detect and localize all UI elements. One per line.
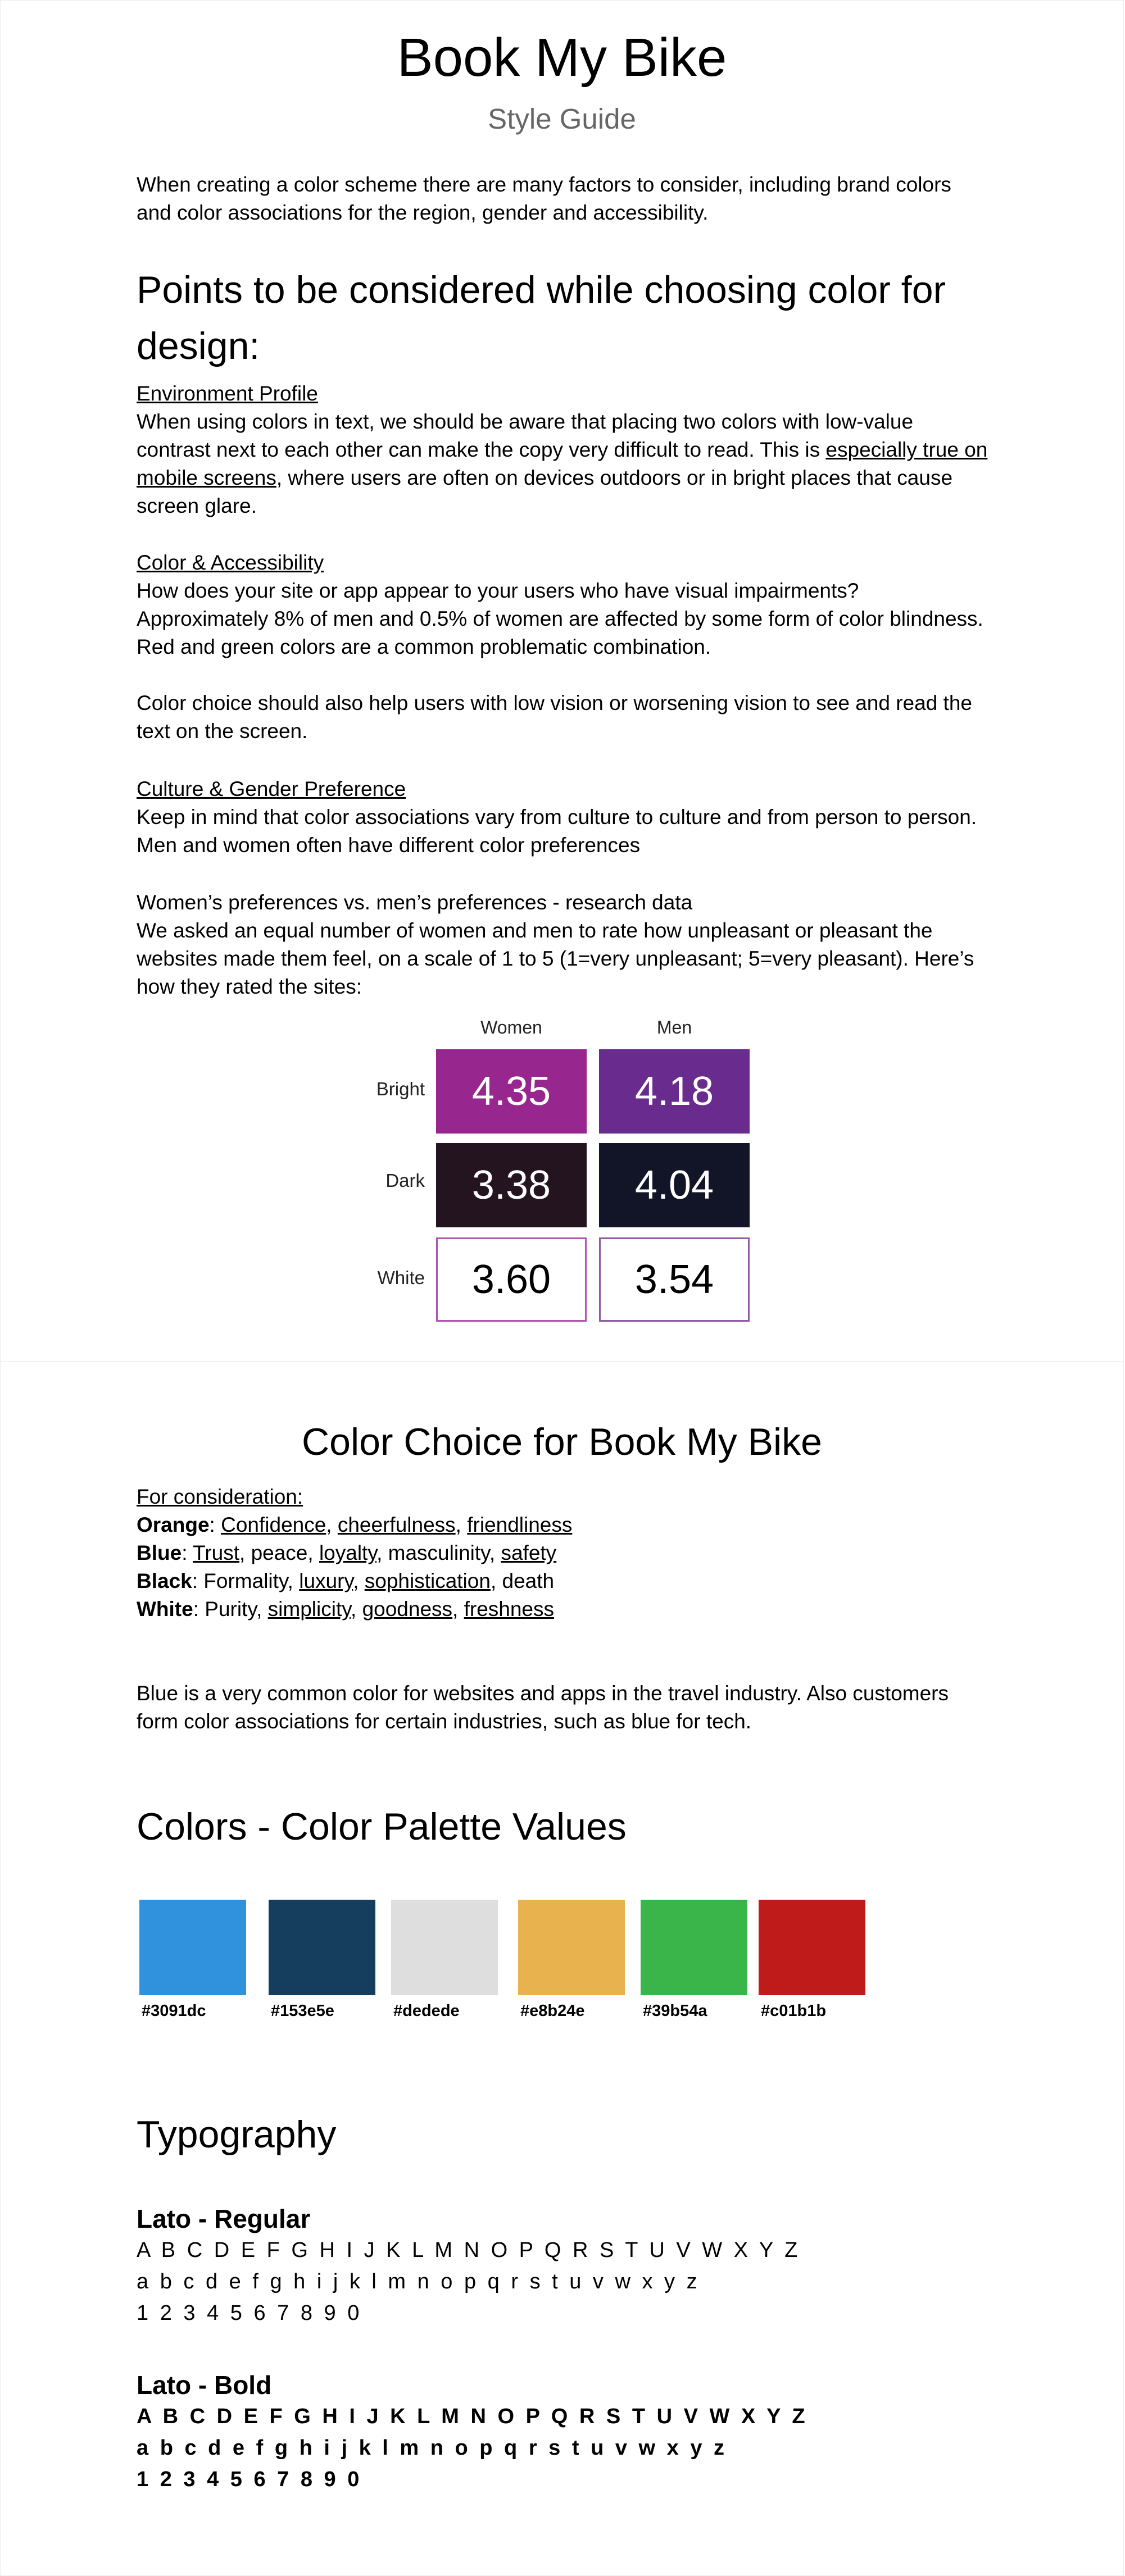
- association-text: ,: [351, 1598, 362, 1621]
- typeface-regular-lowercase: a b c d e f g h i j k l m n o p q r s t u v w x y z: [137, 2270, 700, 2293]
- points-heading: [137, 262, 946, 374]
- association-link[interactable]: friendliness: [467, 1513, 573, 1536]
- typeface-bold-digits: 1 2 3 4 5 6 7 8 9 0: [137, 2468, 362, 2491]
- mobile-screens-link[interactable]: mobile screens: [137, 466, 276, 489]
- environment-text: contrast next to each other can make the copy very difficult to read. This is: [137, 438, 826, 461]
- consideration-row: Blue: Trust, peace, loyalty, masculinity, safety: [137, 1541, 557, 1564]
- color-swatch: [641, 1900, 747, 1995]
- intro-line: and color associations for the region, gender and accessibility.: [137, 201, 709, 224]
- color-swatch: [518, 1900, 625, 1995]
- accessibility-heading: Color & Accessibility: [137, 551, 324, 574]
- association-text: ,: [452, 1598, 464, 1621]
- association-text: , peace,: [239, 1541, 319, 1564]
- association-link[interactable]: Confidence: [221, 1513, 326, 1536]
- culture-line: Keep in mind that color associations vary from culture to culture and from person to person.: [137, 805, 977, 829]
- rating-cell-white-women: 3.60: [436, 1237, 587, 1322]
- consideration-list: [137, 1483, 572, 1623]
- association-link[interactable]: loyalty: [319, 1541, 377, 1564]
- rating-cell-bright-men: 4.18: [599, 1049, 750, 1134]
- typeface-bold-lowercase: a b c d e f g h i j k l m n o p q r s t u v w x y z: [137, 2436, 728, 2460]
- typography-heading: Typography: [137, 2113, 337, 2156]
- blue-note: [137, 1680, 949, 1736]
- rating-cell-dark-men: 4.04: [599, 1143, 750, 1227]
- color-name: Blue: [137, 1541, 182, 1564]
- color-name: Black: [137, 1569, 192, 1592]
- row-label-bright: Bright: [376, 1078, 425, 1099]
- association-text: ,: [326, 1513, 338, 1536]
- culture-heading: Culture & Gender Preference: [137, 777, 406, 800]
- association-text: Formality,: [203, 1569, 300, 1592]
- rating-cell-bright-women: 4.35: [436, 1049, 587, 1134]
- color-hex-label: #dedede: [393, 2002, 460, 2020]
- especially-true-link[interactable]: especially true on: [825, 438, 988, 461]
- color-swatch: [391, 1900, 498, 1995]
- typeface-bold-title: Lato - Bold: [137, 2370, 272, 2400]
- color-swatch: [759, 1900, 865, 1995]
- typeface-regular: [137, 2203, 800, 2329]
- blue-note-line: Blue is a very common color for websites and apps in the travel industry. Also customers: [137, 1682, 949, 1705]
- points-heading-line: design:: [137, 325, 260, 367]
- document-title: Book My Bike: [397, 28, 727, 88]
- environment-section: [137, 380, 987, 520]
- color-hex-label: #153e5e: [271, 2002, 334, 2020]
- points-heading-line: Points to be considered while choosing color for: [137, 268, 946, 311]
- accessibility-section: [137, 549, 983, 745]
- association-text: ,: [353, 1569, 365, 1592]
- intro-paragraph: [137, 171, 951, 227]
- association-link[interactable]: simplicity: [267, 1598, 351, 1621]
- association-link[interactable]: luxury: [299, 1569, 353, 1592]
- research-section: [137, 889, 974, 1001]
- consideration-heading: For consideration:: [137, 1485, 303, 1508]
- association-link[interactable]: cheerfulness: [337, 1513, 456, 1536]
- association-link[interactable]: sophistication: [364, 1569, 491, 1592]
- culture-section: [137, 775, 977, 859]
- column-header-men: Men: [656, 1017, 692, 1037]
- column-header-women: Women: [480, 1017, 542, 1037]
- environment-line: screen glare.: [137, 494, 257, 517]
- color-hex-label: #39b54a: [643, 2002, 707, 2020]
- typeface-regular-digits: 1 2 3 4 5 6 7 8 9 0: [137, 2301, 362, 2325]
- intro-line: When creating a color scheme there are many factors to consider, including brand colors: [137, 173, 951, 196]
- environment-line: [137, 464, 987, 492]
- consideration-row: White: Purity, simplicity, goodness, freshness: [137, 1598, 555, 1621]
- environment-heading: Environment Profile: [137, 382, 318, 405]
- palette-heading: Colors - Color Palette Values: [137, 1805, 627, 1848]
- accessibility-line: Approximately 8% of men and 0.5% of women are affected by some form of color blindness.: [137, 607, 983, 630]
- association-link[interactable]: Trust: [193, 1541, 240, 1564]
- environment-line: When using colors in text, we should be aware that placing two colors with low-value: [137, 410, 914, 433]
- color-choice-heading: Color Choice for Book My Bike: [302, 1421, 822, 1463]
- research-line: how they rated the sites:: [137, 975, 362, 998]
- research-line: We asked an equal number of women and men to rate how unpleasant or pleasant the: [137, 919, 933, 942]
- accessibility-line: text on the screen.: [137, 720, 308, 743]
- color-name: White: [137, 1598, 193, 1621]
- color-hex-label: #e8b24e: [520, 2002, 585, 2020]
- color-hex-label: #3091dc: [142, 2002, 206, 2020]
- color-swatch: [139, 1900, 246, 1995]
- accessibility-line: Color choice should also help users with low vision or worsening vision to see and read the: [137, 691, 972, 714]
- research-line: websites made them feel, on a scale of 1 to 5 (1=very unpleasant; 5=very pleasant). Here’s: [137, 947, 974, 970]
- row-label-dark: Dark: [385, 1170, 425, 1191]
- environment-line: [137, 436, 987, 464]
- typeface-bold: [137, 2369, 808, 2495]
- typeface-regular-title: Lato - Regular: [137, 2204, 311, 2233]
- accessibility-line: Red and green colors are a common problematic combination.: [137, 635, 711, 658]
- rating-cell-white-men: 3.54: [599, 1237, 750, 1322]
- association-text: Purity,: [205, 1598, 268, 1621]
- association-link[interactable]: goodness: [362, 1598, 453, 1621]
- typeface-bold-uppercase: A B C D E F G H I J K L M N O P Q R S T U V W X Y Z: [137, 2405, 808, 2428]
- typeface-regular-uppercase: A B C D E F G H I J K L M N O P Q R S T U V W X Y Z: [137, 2238, 801, 2262]
- association-link[interactable]: freshness: [464, 1598, 555, 1621]
- consideration-row: Orange: Confidence, cheerfulness, friendliness: [137, 1513, 573, 1536]
- rating-cell-dark-women: 3.38: [436, 1143, 587, 1227]
- culture-line: Men and women often have different color preferences: [137, 834, 641, 857]
- blue-note-line: form color associations for certain industries, such as blue for tech.: [137, 1710, 752, 1733]
- association-text: , masculinity,: [376, 1541, 501, 1564]
- document-subtitle: Style Guide: [488, 103, 636, 135]
- color-hex-label: #c01b1b: [761, 2002, 827, 2020]
- consideration-row: Black: Formality, luxury, sophistication, death: [137, 1569, 555, 1592]
- row-label-white: White: [377, 1267, 425, 1288]
- environment-text: , where users are often on devices outdoors or in bright places that cause: [276, 466, 953, 489]
- color-swatch: [269, 1900, 375, 1995]
- association-text: ,: [455, 1513, 468, 1536]
- association-text: , death: [490, 1569, 555, 1592]
- association-link[interactable]: safety: [501, 1541, 557, 1564]
- accessibility-line: How does your site or app appear to your users who have visual impairments?: [137, 579, 859, 602]
- color-name: Orange: [137, 1513, 210, 1536]
- research-line: Women’s preferences vs. men’s preferences - research data: [137, 891, 693, 914]
